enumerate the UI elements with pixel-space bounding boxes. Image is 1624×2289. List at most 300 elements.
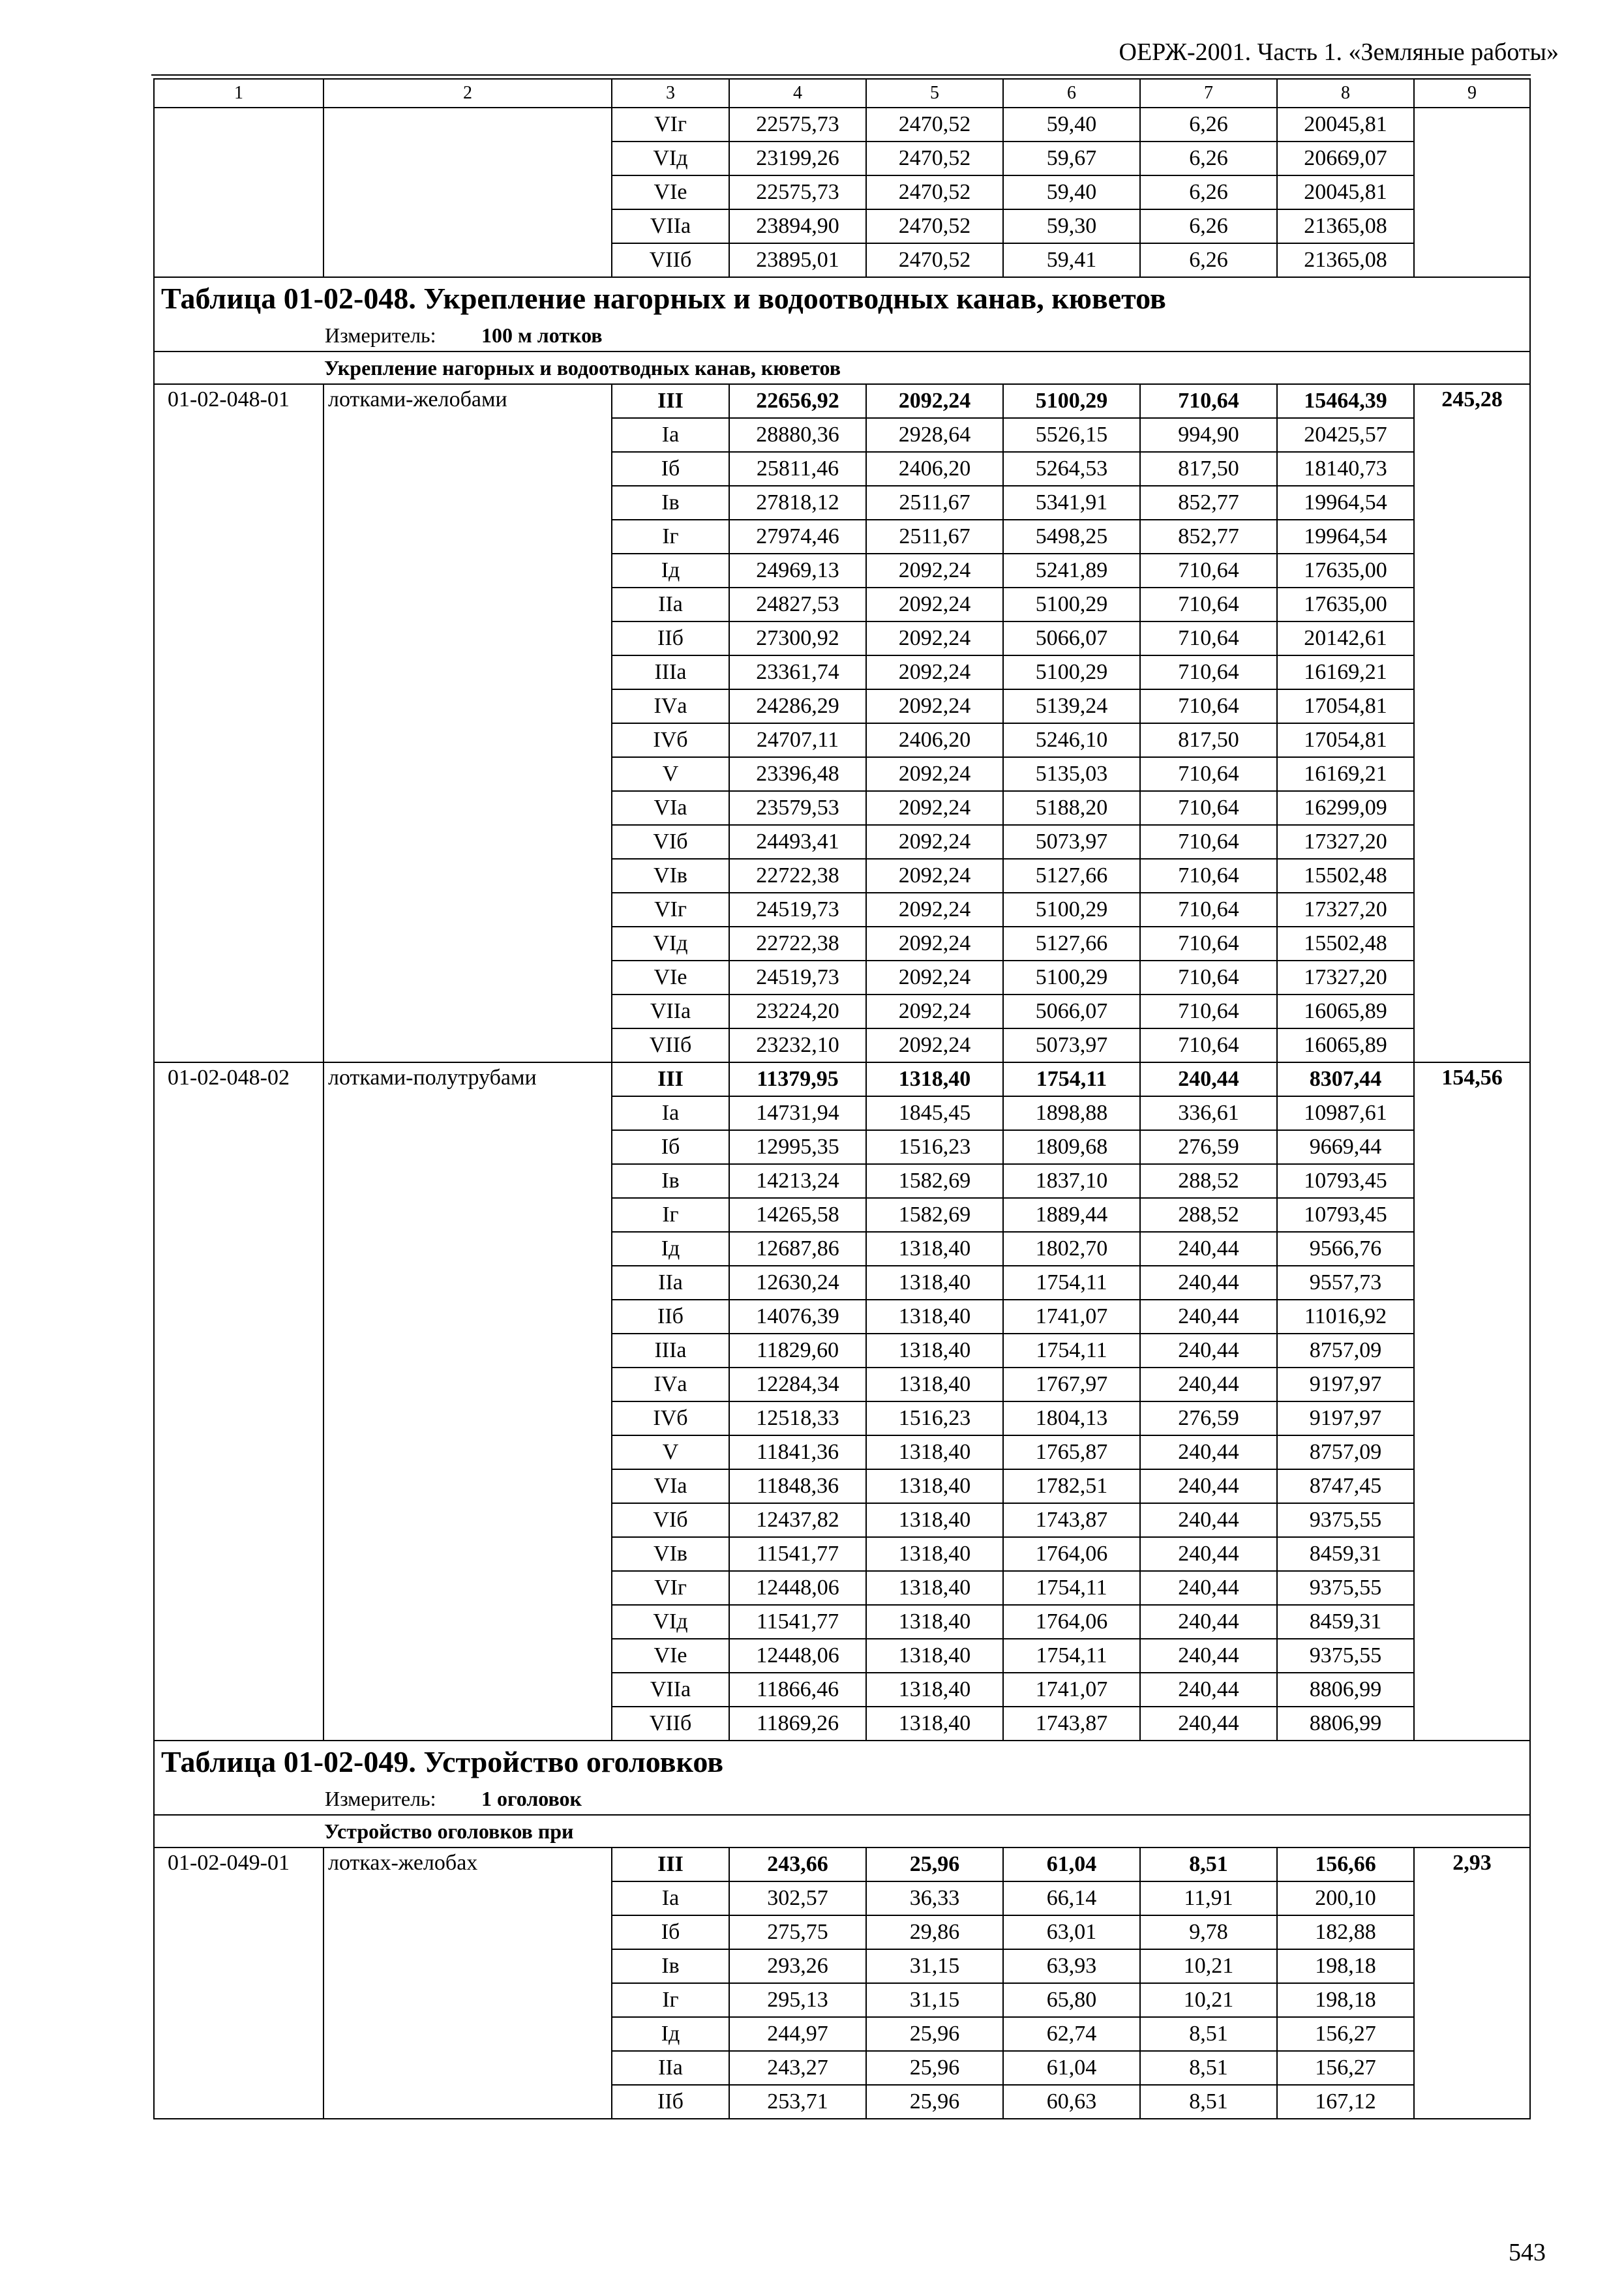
table-row: [154, 384, 1530, 418]
class-cell: VIе: [612, 175, 729, 209]
value-cell: 23361,74: [729, 655, 866, 689]
value-cell: 8459,31: [1277, 1605, 1414, 1639]
value-cell: 1837,10: [1003, 1164, 1140, 1198]
value-cell: 200,10: [1277, 1881, 1414, 1915]
value-cell: 182,88: [1277, 1915, 1414, 1949]
value-cell: 21365,08: [1277, 209, 1414, 243]
value-cell: 240,44: [1140, 1062, 1277, 1096]
value-cell: 8757,09: [1277, 1435, 1414, 1469]
class-cell: VIг: [612, 1571, 729, 1605]
value-cell: 25,96: [866, 2085, 1003, 2119]
value-cell: 710,64: [1140, 588, 1277, 621]
value-cell: 2092,24: [866, 554, 1003, 588]
value-cell: 1782,51: [1003, 1469, 1140, 1503]
value-cell: 14265,58: [729, 1198, 866, 1232]
value-cell: 23224,20: [729, 995, 866, 1028]
value-cell: 275,75: [729, 1915, 866, 1949]
value-cell: 1318,40: [866, 1537, 1003, 1571]
class-cell: Iб: [612, 1130, 729, 1164]
value-cell: 19964,54: [1277, 486, 1414, 520]
column-number: 5: [866, 79, 1003, 108]
value-cell: 12687,86: [729, 1232, 866, 1266]
value-cell: 9566,76: [1277, 1232, 1414, 1266]
value-cell: 1754,11: [1003, 1062, 1140, 1096]
value-cell: 11541,77: [729, 1605, 866, 1639]
value-cell: 23895,01: [729, 243, 866, 277]
class-cell: Iг: [612, 1983, 729, 2017]
item-name: лотками-полутрубами: [323, 1062, 612, 1741]
header-rule: [151, 74, 1531, 76]
value-cell: 25,96: [866, 1848, 1003, 1881]
value-cell: 22575,73: [729, 108, 866, 142]
column-number: 3: [612, 79, 729, 108]
value-cell: 710,64: [1140, 791, 1277, 825]
class-cell: Iг: [612, 1198, 729, 1232]
column-number: 6: [1003, 79, 1140, 108]
value-cell: 2092,24: [866, 791, 1003, 825]
value-cell: 5498,25: [1003, 520, 1140, 554]
class-cell: III: [612, 384, 729, 418]
value-cell: 2470,52: [866, 175, 1003, 209]
value-cell: 1318,40: [866, 1605, 1003, 1639]
value-cell: 2470,52: [866, 243, 1003, 277]
value-cell: 10,21: [1140, 1949, 1277, 1983]
value-cell: 156,27: [1277, 2051, 1414, 2085]
value-cell: 2092,24: [866, 757, 1003, 791]
item-name: лотках-желобах: [323, 1848, 612, 2119]
measure-label: Измеритель:: [325, 323, 436, 347]
class-cell: VIIб: [612, 1707, 729, 1741]
value-cell: 20669,07: [1277, 142, 1414, 175]
value-cell: 59,40: [1003, 175, 1140, 209]
measure-cell: [154, 320, 1530, 352]
value-cell: 240,44: [1140, 1232, 1277, 1266]
value-cell: 2406,20: [866, 452, 1003, 486]
value-cell: 1318,40: [866, 1266, 1003, 1300]
class-cell: Iб: [612, 452, 729, 486]
value-cell: 22722,38: [729, 859, 866, 893]
value-cell: 198,18: [1277, 1949, 1414, 1983]
class-cell: V: [612, 757, 729, 791]
value-cell: 295,13: [729, 1983, 866, 2017]
value-cell: 6,26: [1140, 108, 1277, 142]
value-cell: 8307,44: [1277, 1062, 1414, 1096]
value-cell: 24969,13: [729, 554, 866, 588]
value-cell: 14731,94: [729, 1096, 866, 1130]
value-cell: 240,44: [1140, 1469, 1277, 1503]
rates-table-body: [154, 79, 1530, 2119]
value-cell: 1318,40: [866, 1300, 1003, 1334]
class-cell: VIб: [612, 825, 729, 859]
value-cell: 8757,09: [1277, 1334, 1414, 1368]
class-cell: VIг: [612, 893, 729, 927]
value-cell: 1767,97: [1003, 1368, 1140, 1401]
class-cell: VIг: [612, 108, 729, 142]
value-cell: 1809,68: [1003, 1130, 1140, 1164]
value-cell: 240,44: [1140, 1673, 1277, 1707]
value-cell: 12437,82: [729, 1503, 866, 1537]
value-cell: 5100,29: [1003, 384, 1140, 418]
value-cell: 6,26: [1140, 175, 1277, 209]
value-cell: 1845,45: [866, 1096, 1003, 1130]
value-cell: 60,63: [1003, 2085, 1140, 2119]
value-cell: 63,93: [1003, 1949, 1140, 1983]
value-cell: 59,41: [1003, 243, 1140, 277]
class-cell: Iд: [612, 1232, 729, 1266]
value-cell: 1318,40: [866, 1673, 1003, 1707]
value-cell: 302,57: [729, 1881, 866, 1915]
value-cell: 1318,40: [866, 1368, 1003, 1401]
rate-cell: [1414, 108, 1530, 277]
value-cell: 15502,48: [1277, 859, 1414, 893]
value-cell: 5073,97: [1003, 1028, 1140, 1062]
value-cell: 20142,61: [1277, 621, 1414, 655]
value-cell: 240,44: [1140, 1571, 1277, 1605]
class-cell: Iа: [612, 1881, 729, 1915]
value-cell: 5139,24: [1003, 689, 1140, 723]
value-cell: 5127,66: [1003, 927, 1140, 961]
value-cell: 1318,40: [866, 1503, 1003, 1537]
value-cell: 36,33: [866, 1881, 1003, 1915]
value-cell: 20045,81: [1277, 108, 1414, 142]
class-cell: VIд: [612, 142, 729, 175]
value-cell: 16169,21: [1277, 655, 1414, 689]
name-cell: [323, 108, 612, 277]
class-cell: IIа: [612, 2051, 729, 2085]
value-cell: 1318,40: [866, 1571, 1003, 1605]
class-cell: Iд: [612, 554, 729, 588]
value-cell: 25,96: [866, 2017, 1003, 2051]
table-row: [154, 1062, 1530, 1096]
class-cell: VIв: [612, 859, 729, 893]
value-cell: 10793,45: [1277, 1164, 1414, 1198]
measure-value: 1 оголовок: [481, 1787, 582, 1810]
value-cell: 25,96: [866, 2051, 1003, 2085]
class-cell: IIа: [612, 1266, 729, 1300]
value-cell: 11841,36: [729, 1435, 866, 1469]
value-cell: 198,18: [1277, 1983, 1414, 2017]
value-cell: 9375,55: [1277, 1639, 1414, 1673]
value-cell: 710,64: [1140, 621, 1277, 655]
value-cell: 1318,40: [866, 1435, 1003, 1469]
value-cell: 8459,31: [1277, 1537, 1414, 1571]
value-cell: 9197,97: [1277, 1401, 1414, 1435]
value-cell: 61,04: [1003, 1848, 1140, 1881]
value-cell: 5241,89: [1003, 554, 1140, 588]
value-cell: 24286,29: [729, 689, 866, 723]
value-cell: 2092,24: [866, 927, 1003, 961]
value-cell: 8806,99: [1277, 1673, 1414, 1707]
class-cell: VIIа: [612, 209, 729, 243]
value-cell: 852,77: [1140, 520, 1277, 554]
value-cell: 1764,06: [1003, 1605, 1140, 1639]
measure-row: [154, 320, 1530, 352]
value-cell: 6,26: [1140, 209, 1277, 243]
value-cell: 710,64: [1140, 961, 1277, 995]
class-cell: Iа: [612, 418, 729, 452]
value-cell: 5100,29: [1003, 588, 1140, 621]
value-cell: 22575,73: [729, 175, 866, 209]
value-cell: 25811,46: [729, 452, 866, 486]
value-cell: 817,50: [1140, 723, 1277, 757]
value-cell: 21365,08: [1277, 243, 1414, 277]
value-cell: 8747,45: [1277, 1469, 1414, 1503]
value-cell: 240,44: [1140, 1707, 1277, 1741]
class-cell: Iг: [612, 520, 729, 554]
value-cell: 14076,39: [729, 1300, 866, 1334]
value-cell: 65,80: [1003, 1983, 1140, 2017]
value-cell: 240,44: [1140, 1334, 1277, 1368]
value-cell: 2092,24: [866, 588, 1003, 621]
value-cell: 12995,35: [729, 1130, 866, 1164]
value-cell: 17327,20: [1277, 893, 1414, 927]
value-cell: 11541,77: [729, 1537, 866, 1571]
class-cell: VIа: [612, 1469, 729, 1503]
value-cell: 288,52: [1140, 1164, 1277, 1198]
code-cell: [154, 108, 323, 277]
item-code: 01-02-049-01: [154, 1848, 323, 2119]
value-cell: 24493,41: [729, 825, 866, 859]
class-cell: IVб: [612, 1401, 729, 1435]
value-cell: 2092,24: [866, 655, 1003, 689]
item-code: 01-02-048-02: [154, 1062, 323, 1741]
value-cell: 16065,89: [1277, 995, 1414, 1028]
value-cell: 59,67: [1003, 142, 1140, 175]
value-cell: 11829,60: [729, 1334, 866, 1368]
value-cell: 243,66: [729, 1848, 866, 1881]
class-cell: Iв: [612, 1949, 729, 1983]
value-cell: 31,15: [866, 1983, 1003, 2017]
value-cell: 9669,44: [1277, 1130, 1414, 1164]
value-cell: 61,04: [1003, 2051, 1140, 2085]
group-heading: Укрепление нагорных и водоотводных канав, кюветов: [154, 352, 1530, 384]
table-title-row: [154, 277, 1530, 320]
value-cell: 10793,45: [1277, 1198, 1414, 1232]
value-cell: 18140,73: [1277, 452, 1414, 486]
value-cell: 240,44: [1140, 1368, 1277, 1401]
table-title: Таблица 01-02-048. Укрепление нагорных и водоотводных канав, кюветов: [154, 277, 1530, 320]
class-cell: VIе: [612, 961, 729, 995]
value-cell: 1889,44: [1003, 1198, 1140, 1232]
value-cell: 16169,21: [1277, 757, 1414, 791]
value-cell: 994,90: [1140, 418, 1277, 452]
value-cell: 1741,07: [1003, 1300, 1140, 1334]
item-code: 01-02-048-01: [154, 384, 323, 1062]
value-cell: 9557,73: [1277, 1266, 1414, 1300]
class-cell: Iб: [612, 1915, 729, 1949]
value-cell: 15464,39: [1277, 384, 1414, 418]
class-cell: IIб: [612, 1300, 729, 1334]
value-cell: 240,44: [1140, 1503, 1277, 1537]
value-cell: 23396,48: [729, 757, 866, 791]
value-cell: 5264,53: [1003, 452, 1140, 486]
value-cell: 8,51: [1140, 1848, 1277, 1881]
value-cell: 17054,81: [1277, 689, 1414, 723]
value-cell: 20045,81: [1277, 175, 1414, 209]
value-cell: 24519,73: [729, 961, 866, 995]
value-cell: 9375,55: [1277, 1571, 1414, 1605]
value-cell: 710,64: [1140, 655, 1277, 689]
value-cell: 1516,23: [866, 1401, 1003, 1435]
value-cell: 62,74: [1003, 2017, 1140, 2051]
value-cell: 276,59: [1140, 1401, 1277, 1435]
item-name: лотками-желобами: [323, 384, 612, 1062]
value-cell: 5246,10: [1003, 723, 1140, 757]
value-cell: 2092,24: [866, 859, 1003, 893]
value-cell: 5066,07: [1003, 621, 1140, 655]
measure-value: 100 м лотков: [481, 323, 603, 347]
rates-table: [153, 78, 1531, 2119]
value-cell: 31,15: [866, 1949, 1003, 1983]
value-cell: 156,27: [1277, 2017, 1414, 2051]
value-cell: 1318,40: [866, 1334, 1003, 1368]
value-cell: 710,64: [1140, 554, 1277, 588]
value-cell: 6,26: [1140, 142, 1277, 175]
value-cell: 5127,66: [1003, 859, 1140, 893]
column-number: 7: [1140, 79, 1277, 108]
item-rate: 154,56: [1414, 1062, 1530, 1741]
value-cell: 1516,23: [866, 1130, 1003, 1164]
value-cell: 240,44: [1140, 1266, 1277, 1300]
class-cell: III: [612, 1062, 729, 1096]
value-cell: 20425,57: [1277, 418, 1414, 452]
value-cell: 11,91: [1140, 1881, 1277, 1915]
value-cell: 12284,34: [729, 1368, 866, 1401]
value-cell: 710,64: [1140, 757, 1277, 791]
value-cell: 2092,24: [866, 893, 1003, 927]
class-cell: IIIа: [612, 655, 729, 689]
value-cell: 1754,11: [1003, 1266, 1140, 1300]
value-cell: 5526,15: [1003, 418, 1140, 452]
value-cell: 12448,06: [729, 1571, 866, 1605]
value-cell: 14213,24: [729, 1164, 866, 1198]
value-cell: 1754,11: [1003, 1639, 1140, 1673]
measure-label: Измеритель:: [325, 1787, 436, 1810]
value-cell: 2928,64: [866, 418, 1003, 452]
value-cell: 23199,26: [729, 142, 866, 175]
value-cell: 28880,36: [729, 418, 866, 452]
table-title-row: [154, 1741, 1530, 1783]
value-cell: 243,27: [729, 2051, 866, 2085]
table-row: [154, 108, 1530, 142]
value-cell: 240,44: [1140, 1537, 1277, 1571]
value-cell: 17327,20: [1277, 961, 1414, 995]
value-cell: 288,52: [1140, 1198, 1277, 1232]
value-cell: 59,40: [1003, 108, 1140, 142]
value-cell: 66,14: [1003, 1881, 1140, 1915]
class-cell: VIIа: [612, 995, 729, 1028]
value-cell: 17635,00: [1277, 554, 1414, 588]
value-cell: 1765,87: [1003, 1435, 1140, 1469]
column-number: 2: [323, 79, 612, 108]
value-cell: 10987,61: [1277, 1096, 1414, 1130]
table-title: Таблица 01-02-049. Устройство оголовков: [154, 1741, 1530, 1783]
value-cell: 710,64: [1140, 927, 1277, 961]
value-cell: 1764,06: [1003, 1537, 1140, 1571]
measure-cell: [154, 1783, 1530, 1815]
value-cell: 24707,11: [729, 723, 866, 757]
value-cell: 240,44: [1140, 1300, 1277, 1334]
value-cell: 23579,53: [729, 791, 866, 825]
value-cell: 29,86: [866, 1915, 1003, 1949]
value-cell: 293,26: [729, 1949, 866, 1983]
value-cell: 710,64: [1140, 859, 1277, 893]
value-cell: 253,71: [729, 2085, 866, 2119]
value-cell: 2470,52: [866, 108, 1003, 142]
value-cell: 240,44: [1140, 1435, 1277, 1469]
group-heading-row: [154, 352, 1530, 384]
value-cell: 12630,24: [729, 1266, 866, 1300]
value-cell: 1741,07: [1003, 1673, 1140, 1707]
value-cell: 1318,40: [866, 1707, 1003, 1741]
value-cell: 710,64: [1140, 825, 1277, 859]
value-cell: 6,26: [1140, 243, 1277, 277]
value-cell: 276,59: [1140, 1130, 1277, 1164]
class-cell: VIIб: [612, 1028, 729, 1062]
value-cell: 12448,06: [729, 1639, 866, 1673]
class-cell: IVа: [612, 689, 729, 723]
value-cell: 2511,67: [866, 486, 1003, 520]
value-cell: 710,64: [1140, 689, 1277, 723]
value-cell: 1754,11: [1003, 1334, 1140, 1368]
value-cell: 11379,95: [729, 1062, 866, 1096]
value-cell: 2406,20: [866, 723, 1003, 757]
value-cell: 2092,24: [866, 1028, 1003, 1062]
value-cell: 17054,81: [1277, 723, 1414, 757]
value-cell: 1898,88: [1003, 1096, 1140, 1130]
value-cell: 8806,99: [1277, 1707, 1414, 1741]
class-cell: IVа: [612, 1368, 729, 1401]
column-number-row: [154, 79, 1530, 108]
value-cell: 5073,97: [1003, 825, 1140, 859]
value-cell: 8,51: [1140, 2017, 1277, 2051]
class-cell: VIIа: [612, 1673, 729, 1707]
value-cell: 16299,09: [1277, 791, 1414, 825]
value-cell: 9197,97: [1277, 1368, 1414, 1401]
value-cell: 5188,20: [1003, 791, 1140, 825]
value-cell: 59,30: [1003, 209, 1140, 243]
class-cell: VIа: [612, 791, 729, 825]
value-cell: 27818,12: [729, 486, 866, 520]
value-cell: 167,12: [1277, 2085, 1414, 2119]
value-cell: 63,01: [1003, 1915, 1140, 1949]
value-cell: 1318,40: [866, 1232, 1003, 1266]
value-cell: 5100,29: [1003, 893, 1140, 927]
value-cell: 11016,92: [1277, 1300, 1414, 1334]
class-cell: IIб: [612, 621, 729, 655]
value-cell: 22656,92: [729, 384, 866, 418]
value-cell: 2470,52: [866, 142, 1003, 175]
value-cell: 23232,10: [729, 1028, 866, 1062]
value-cell: 240,44: [1140, 1639, 1277, 1673]
class-cell: III: [612, 1848, 729, 1881]
class-cell: Iа: [612, 1096, 729, 1130]
class-cell: IIIа: [612, 1334, 729, 1368]
value-cell: 156,66: [1277, 1848, 1414, 1881]
class-cell: VIIб: [612, 243, 729, 277]
value-cell: 8,51: [1140, 2085, 1277, 2119]
value-cell: 12518,33: [729, 1401, 866, 1435]
value-cell: 710,64: [1140, 384, 1277, 418]
value-cell: 9,78: [1140, 1915, 1277, 1949]
value-cell: 240,44: [1140, 1605, 1277, 1639]
value-cell: 1754,11: [1003, 1571, 1140, 1605]
class-cell: VIв: [612, 1537, 729, 1571]
value-cell: 11869,26: [729, 1707, 866, 1741]
group-heading-row: [154, 1815, 1530, 1848]
class-cell: IVб: [612, 723, 729, 757]
class-cell: IIб: [612, 2085, 729, 2119]
